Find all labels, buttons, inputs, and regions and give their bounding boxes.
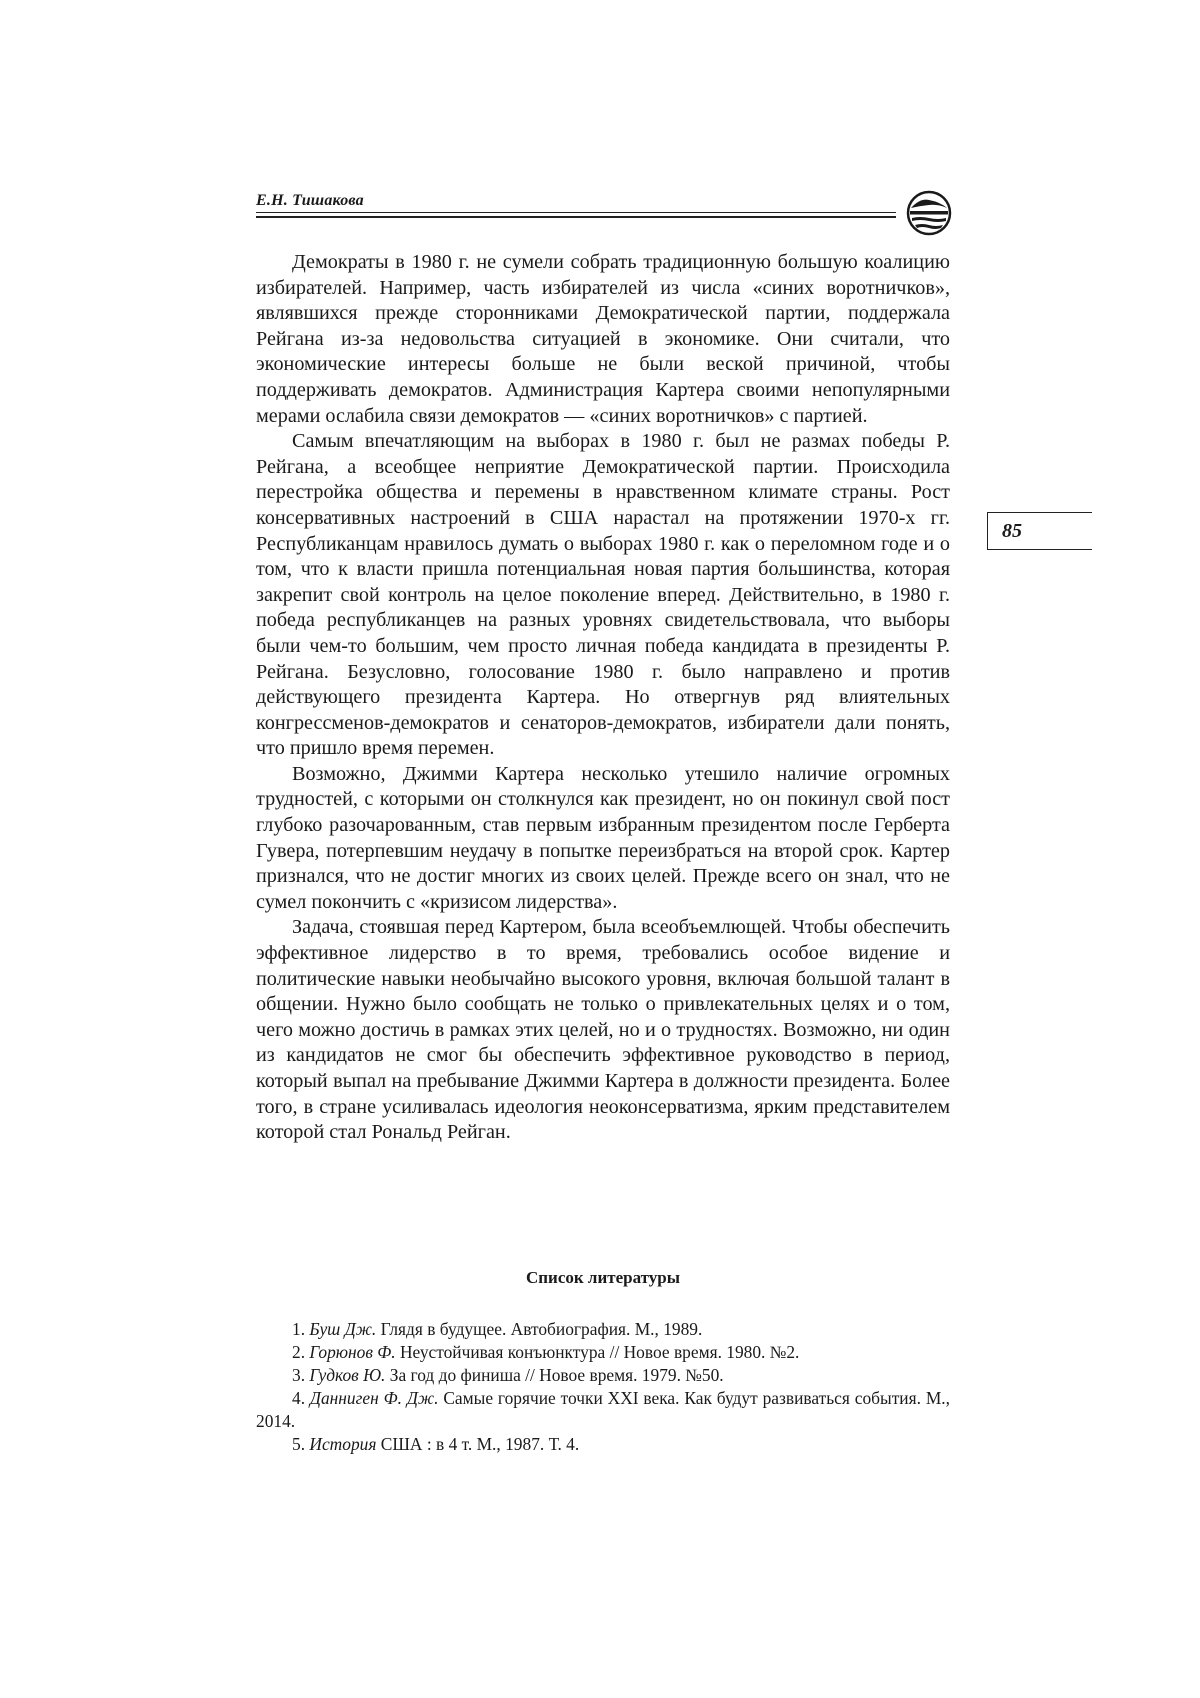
references-list <box>256 1318 950 1456</box>
reference-item <box>256 1318 950 1341</box>
reference-number: 3. <box>292 1365 306 1385</box>
running-head <box>256 188 926 218</box>
reference-text: Неустойчивая конъюнктура // Новое время. 1980. №2. <box>399 1342 800 1362</box>
reference-number: 5. <box>292 1434 306 1454</box>
header-rule-thick <box>256 216 896 218</box>
reference-number: 2. <box>292 1342 306 1362</box>
publisher-logo-icon <box>906 190 952 236</box>
page-number: 85 <box>1002 520 1022 542</box>
page-number-box <box>987 512 1092 550</box>
references-title: Список литературы <box>525 1268 681 1287</box>
reference-number: 1. <box>292 1319 306 1339</box>
reference-item <box>256 1364 950 1387</box>
body-text <box>256 250 950 1146</box>
reference-author: Буш Дж. <box>309 1319 377 1339</box>
paragraph: Задача, стоявшая перед Картером, была всеобъемлющей. Чтобы обеспечить эффективное лидерство в то время, требовались особое видение и политические навыки необычайно высокого уровня, включая большой талант в общении. Нужно было сообщать не только о привлекательных целях и о том, чего можно достичь в рамках этих целей, но и о трудностях. Возможно, ни один из кандидатов не смог бы обеспечить эффективное руководство в период, который выпал на пребывание Джимми Картера в должности президента. Более того, в стране усиливалась идеология неоконсерватизма, ярким представителем которой стал Рональд Рейган. <box>256 916 950 1144</box>
reference-text: Глядя в будущее. Автобиография. М., 1989. <box>380 1319 703 1339</box>
reference-author: Горюнов Ф. <box>309 1342 396 1362</box>
paragraph: Самым впечатляющим на выборах в 1980 г. был не размах победы Р. Рейгана, а всеобщее неприятие Демократической партии. Происходила перестройка общества и перемены в нравственном климате страны. Рост консервативных настроений в США нарастал на протяжении 1970-х гг. Республиканцам нравилось думать о выборах 1980 г. как о переломном годе и о том, что к власти пришла потенциальная новая партия большинства, которая закрепит свой контроль на целое поколение вперед. Действительно, в 1980 г. победа республиканцев на разных уровнях свидетельствовала, что выборы были чем-то большим, чем просто личная победа кандидата в президенты Р. Рейгана. Безусловно, голосование 1980 г. было направлено и против действующего президента Картера. Но отвергнув ряд влиятельных конгрессменов-демократов и сенаторов-демократов, избиратели дали понять, что пришло время перемен. <box>256 430 950 760</box>
reference-author: Гудков Ю. <box>309 1365 386 1385</box>
reference-item <box>256 1433 950 1456</box>
reference-author: История <box>309 1434 377 1454</box>
reference-number: 4. <box>292 1388 306 1408</box>
reference-item <box>256 1387 950 1433</box>
reference-text: За год до финиша // Новое время. 1979. №50. <box>389 1365 724 1385</box>
header-rule <box>256 212 896 213</box>
running-head-author: Е.Н. Тишакова <box>256 192 364 209</box>
reference-text: США : в 4 т. М., 1987. Т. 4. <box>380 1434 580 1454</box>
paragraph: Демократы в 1980 г. не сумели собрать традиционную большую коалицию избирателей. Например, часть избирателей из числа «синих воротничков», являвшихся прежде сторонниками Демократической партии, поддержала Рейгана из-за недовольства ситуацией в экономике. Они считали, что экономические интересы больше не были веской причиной, чтобы поддерживать демократов. Администрация Картера своими непопулярными мерами ослабила связи демократов — «синих воротничков» с партией. <box>256 251 950 427</box>
reference-item <box>256 1341 950 1364</box>
reference-author: Данниген Ф. Дж. <box>309 1388 439 1408</box>
paragraph: Возможно, Джимми Картера несколько утешило наличие огромных трудностей, с которыми он столкнулся как президент, но он покинул свой пост глубоко разочарованным, став первым избранным президентом после Герберта Гувера, потерпевшим неудачу в попытке переизбраться на второй срок. Картер признался, что не достиг многих из своих целей. Прежде всего он знал, что не сумел покончить с «кризисом лидерства». <box>256 762 950 913</box>
reference-text: Самые горячие точки XXI века. Как будут развиваться события. М., 2014. <box>256 1388 950 1431</box>
